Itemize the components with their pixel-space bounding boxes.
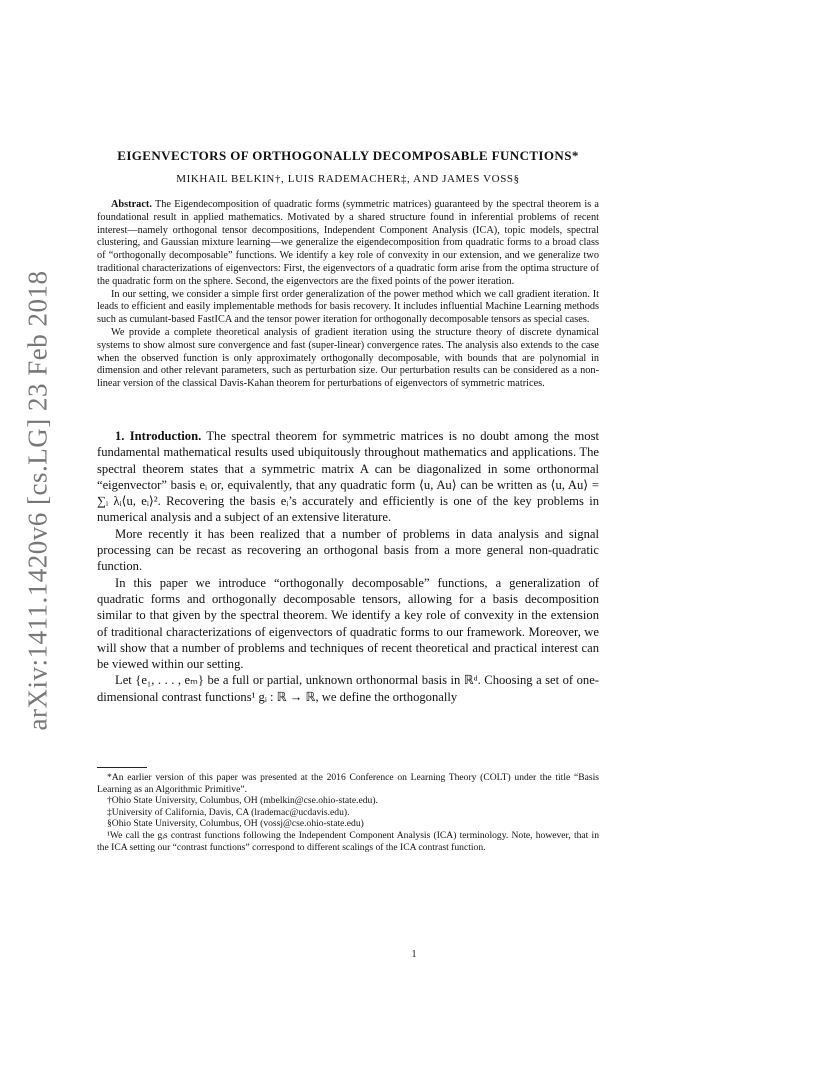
intro-paragraph-3: In this paper we introduce “orthogonally decomposable” functions, a generalization of quadratic forms and orthogonally decomposable tensors, allowing for a basis decomposition similar to that given by the spectral theorem. We identify a key role of convexity in the extension of traditional characterizations of eigenvectors of quadratic forms to our framework. Moreover, we will show that a number of problems and techniques of recent theoretical and practical interest can be viewed within our setting. — [97, 575, 599, 672]
abstract — [97, 199, 599, 391]
footnote-5: ¹We call the gᵢs contrast functions following the Independent Component Analysis (ICA) terminology. Note, however, that in the ICA setting our “contrast functions” correspond to different scalings of the ICA contrast function. — [97, 829, 599, 853]
section-heading: 1. Introduction. — [115, 428, 202, 443]
footnote-1: *An earlier version of this paper was presented at the 2016 Conference on Learning Theory (COLT) under the title “Basis Learning as an Algorithmic Primitive”. — [97, 772, 599, 795]
footnote-divider — [97, 767, 147, 768]
paper-title: EIGENVECTORS OF ORTHOGONALLY DECOMPOSABLE FUNCTIONS* — [117, 148, 579, 163]
abstract-paragraph-3: We provide a complete theoretical analysis of gradient iteration using the structure theory of discrete dynamical systems to show almost sure convergence and fast (super-linear) convergence rates. The analysis also extends to the case when the observed function is only approximately orthogonally decomposable, with bounds that are polynomial in dimension and other relevant parameters, such as perturbation size. Our perturbation results can be considered as a non-linear version of the classical Davis-Kahan theorem for perturbations of eigenvectors of symmetric matrices. — [97, 326, 599, 390]
intro-text-1: The spectral theorem for symmetric matrices is no doubt among the most fundamental mathematical results used ubiquitously throughout mathematics and applications. The spectral theorem states that a symmetric matrix A can be diagonalized in some orthonormal “eigenvector” basis eᵢ or, equivalently, that any quadratic form ⟨u, Au⟩ can be written as ⟨u, Au⟩ = ∑ᵢ λᵢ⟨u, eᵢ⟩². Recovering the basis eᵢ’s accurately and efficiently is one of the key problems in numerical analysis and a subject of an extensive literature. — [97, 428, 599, 525]
arxiv-stamp-text: arXiv:1411.1420v6 [cs.LG] 23 Feb 2018 — [22, 270, 53, 730]
footnotes — [97, 772, 599, 853]
footnote-3: ‡University of California, Davis, CA (lrademac@ucdavis.edu). — [107, 806, 350, 818]
footnote-2: †Ohio State University, Columbus, OH (mbelkin@cse.ohio-state.edu). — [107, 795, 378, 807]
paper-authors: MIKHAIL BELKIN†, LUIS RADEMACHER‡, AND JAMES VOSS§ — [176, 173, 520, 185]
abstract-paragraph-2: In our setting, we consider a simple first order generalization of the power method which we call gradient iteration. It leads to efficient and easily implementable methods for basis recovery. It includes influential Machine Learning methods such as cumulant-based FastICA and the tensor power iteration for orthogonally decomposable tensors as special cases. — [97, 288, 599, 326]
introduction-section — [97, 428, 599, 705]
arxiv-stamp — [18, 270, 58, 730]
page-number: 1 — [411, 949, 417, 960]
paper-page — [97, 148, 599, 853]
intro-paragraph-4: Let {e₁, . . . , eₘ} be a full or partial, unknown orthonormal basis in ℝᵈ. Choosing a set of one-dimensional contrast functions¹ gᵢ : ℝ → ℝ, we define the orthogonally — [97, 673, 599, 704]
abstract-heading: Abstract. — [111, 199, 152, 210]
intro-paragraph-2: More recently it has been realized that a number of problems in data analysis and signal processing can be recast as recovering an orthogonal basis from a more general non-quadratic function. — [97, 526, 599, 574]
abstract-paragraph-1 — [97, 199, 599, 289]
intro-paragraph-1 — [97, 428, 599, 526]
footnote-4: §Ohio State University, Columbus, OH (vossj@cse.ohio-state.edu) — [107, 818, 364, 830]
abstract-text-1: The Eigendecomposition of quadratic forms (symmetric matrices) guaranteed by the spectral theorem is a foundational result in applied mathematics. Motivated by a shared structure found in inferential problems of recent interest—namely orthogonal tensor decompositions, Independent Component Analysis (ICA), topic models, spectral clustering, and Gaussian mixture learning—we generalize the eigendecomposition from quadratic forms to a broad class of “orthogonally decomposable” functions. We identify a key role of convexity in our extension, and we generalize two traditional characterizations of eigenvectors: First, the eigenvectors of a quadratic form arise from the optima structure of the quadratic form on the sphere. Second, the eigenvectors are the fixed points of the power iteration. — [97, 199, 600, 287]
